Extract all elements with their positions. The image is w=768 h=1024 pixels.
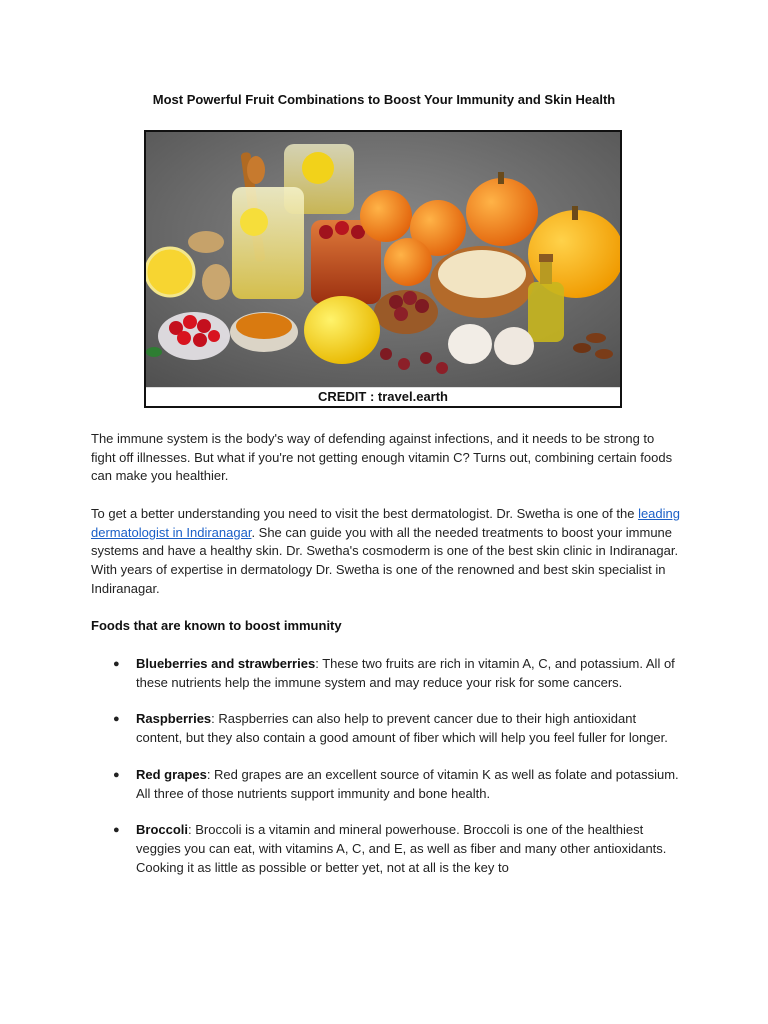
paragraph-text-before-link: To get a better understanding you need to visit the best dermatologist. Dr. Swetha is one of the <box>91 506 639 521</box>
list-item-term: Raspberries <box>136 711 212 727</box>
list-item-text: : Broccoli is a vitamin and mineral powerhouse. Broccoli is one of the healthiest veggies you can eat, with vitamins A, C, and E, as well as fiber and many other antioxidants. Cooking it as little as possible or better yet, not at all is the key to <box>136 822 667 875</box>
section-heading: Foods that are known to boost immunity <box>91 618 342 633</box>
list-item-term: Broccoli <box>136 822 189 838</box>
bullet-icon: ● <box>113 824 120 837</box>
list-item-term: Blueberries and strawberries <box>136 656 316 671</box>
list-item-term: Red grapes <box>136 766 207 782</box>
image-credit: CREDIT : travel.earth <box>146 387 620 406</box>
list-item <box>91 766 681 803</box>
paragraph-text-after-link: . She can guide you with all the needed treatments to boost your immune systems and have a healthy skin. Dr. Swetha's cosmoderm is one of the best skin clinic in Indiranagar. With years of expertise in dermatology Dr. Swetha is one of the renowned and best skin specialist in Indiranagar. <box>91 524 679 596</box>
bullet-icon: ● <box>113 658 120 670</box>
list-item-text: : These two fruits are rich in vitamin A, C, and potassium. All of these nutrients help the immune system and may reduce your risk for some cancers. <box>136 656 675 690</box>
bullet-icon: ● <box>113 768 120 781</box>
intro-paragraph: The immune system is the body's way of defending against infections, and it needs to be strong to fight off illnesses. But what if you're not getting enough vitamin C? Turns out, combining certain foods can make you healthier. <box>91 431 673 484</box>
immunity-food-list <box>91 655 681 877</box>
dermatologist-link[interactable]: leading dermatologist in Indiranagar <box>91 506 680 540</box>
fruit-photo <box>144 130 622 408</box>
list-item <box>91 710 681 747</box>
bullet-icon: ● <box>113 713 120 726</box>
list-item <box>91 655 681 692</box>
document-title: Most Powerful Fruit Combinations to Boost Your Immunity and Skin Health <box>152 92 616 107</box>
fruit-photo-illustration <box>146 132 620 388</box>
list-item <box>91 821 681 877</box>
list-item-text: : Red grapes are an excellent source of vitamin K as well as folate and potassium. All three of those nutrients support immunity and bone health. <box>136 766 679 801</box>
list-item-text: : Raspberries can also help to prevent cancer due to their high antioxidant content, but they also contain a good amount of fiber which will help you feel fuller for longer. <box>136 711 668 746</box>
dermatologist-paragraph <box>91 505 681 599</box>
